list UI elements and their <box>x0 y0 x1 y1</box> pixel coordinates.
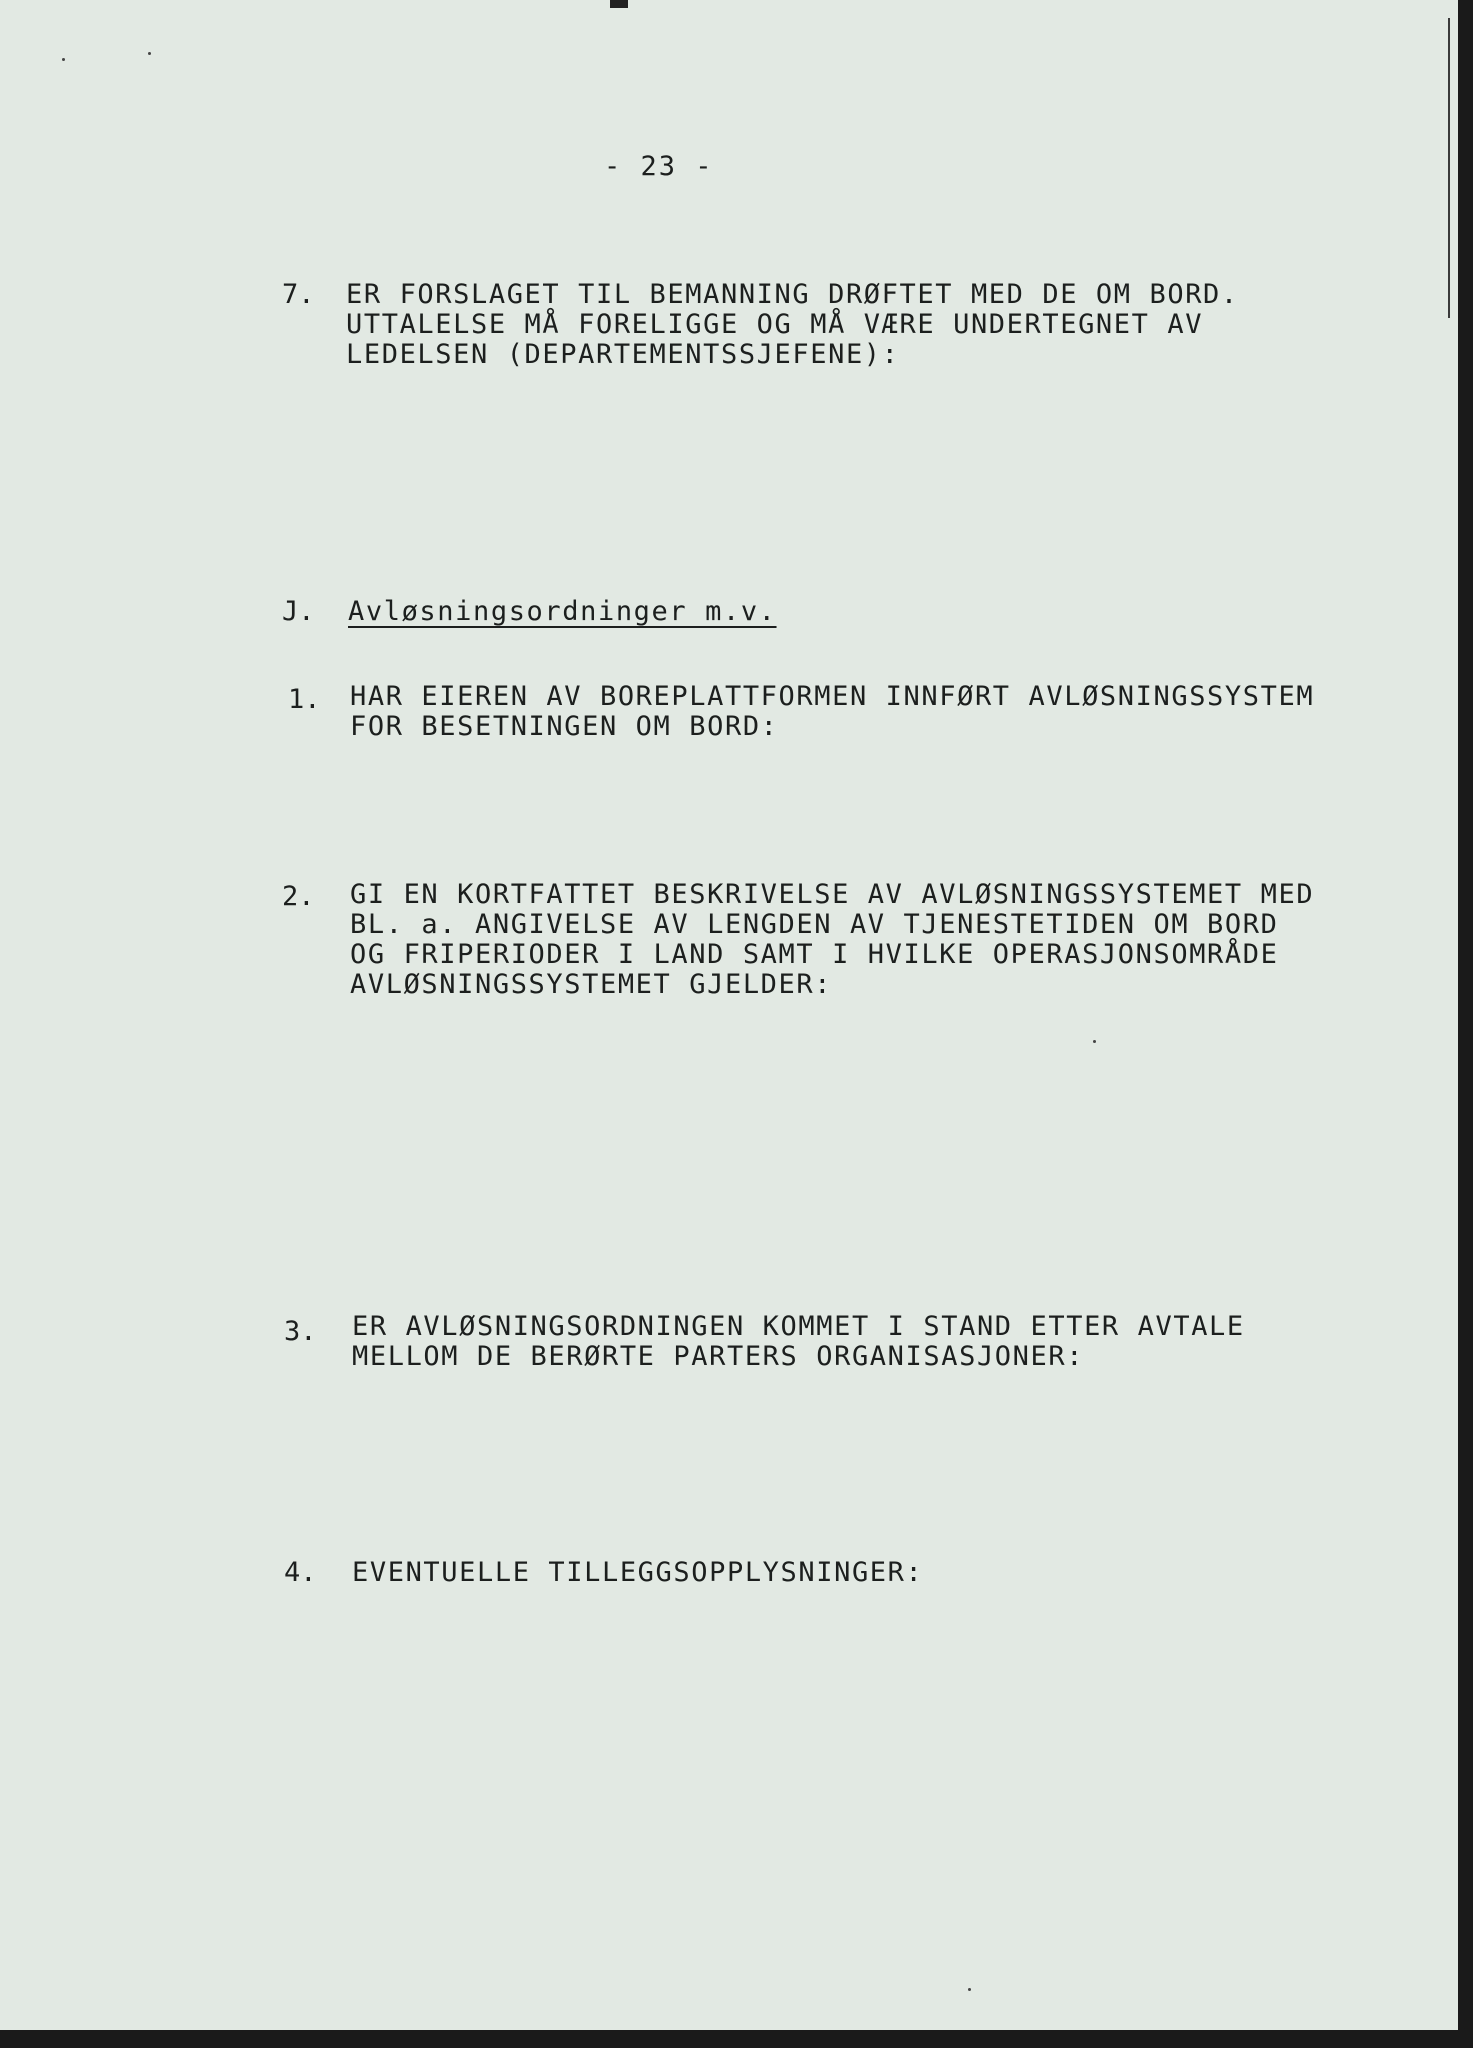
item-text-line: ER FORSLAGET TIL BEMANNING DRØFTET MED DE OM BORD. <box>346 279 1239 310</box>
item-text-line: AVLØSNINGSSYSTEMET GJELDER: <box>350 969 833 1000</box>
item-number: 2. <box>282 881 315 912</box>
item-text-line: EVENTUELLE TILLEGGSOPPLYSNINGER: <box>352 1557 924 1588</box>
item-number: 3. <box>284 1316 317 1347</box>
section-letter: J. <box>282 596 315 627</box>
page-number: - 23 - <box>604 151 714 182</box>
item-number: 7. <box>282 279 315 310</box>
scan-mark <box>610 0 628 8</box>
item-text-line: OG FRIPERIODER I LAND SAMT I HVILKE OPERASJONSOMRÅDE <box>350 939 1279 970</box>
item-text-line: LEDELSEN (DEPARTEMENTSSJEFENE): <box>346 339 900 370</box>
item-text-line: FOR BESETNINGEN OM BORD: <box>350 711 779 742</box>
item-text-line: MELLOM DE BERØRTE PARTERS ORGANISASJONER: <box>352 1341 1085 1372</box>
scan-speck <box>62 58 65 61</box>
scan-speck <box>148 52 151 55</box>
item-text-line: ER AVLØSNINGSORDNINGEN KOMMET I STAND ETTER AVTALE <box>352 1311 1245 1342</box>
item-text-line: BL. a. ANGIVELSE AV LENGDEN AV TJENESTETIDEN OM BORD <box>350 909 1279 940</box>
scan-edge <box>1448 18 1450 318</box>
scan-speck <box>1093 1040 1096 1043</box>
item-text-line: UTTALELSE MÅ FORELIGGE OG MÅ VÆRE UNDERTEGNET AV <box>346 309 1204 340</box>
item-number: 4. <box>284 1557 317 1588</box>
item-text-line: HAR EIEREN AV BOREPLATTFORMEN INNFØRT AVLØSNINGSSYSTEM <box>350 681 1315 712</box>
item-text-line: GI EN KORTFATTET BESKRIVELSE AV AVLØSNINGSSYSTEMET MED <box>350 879 1315 910</box>
section-title: Avløsningsordninger m.v. <box>348 596 777 627</box>
item-number: 1. <box>288 684 321 715</box>
scan-speck <box>968 1988 971 1991</box>
